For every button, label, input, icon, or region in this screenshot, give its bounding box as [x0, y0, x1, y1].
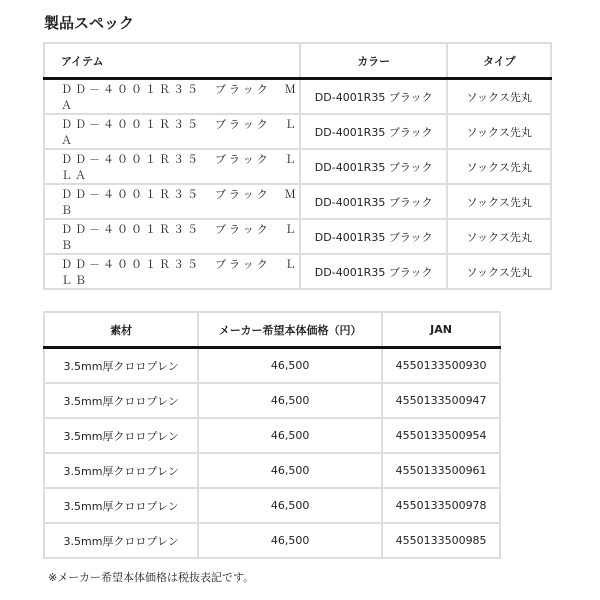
jan-cell: 4550133500985 [382, 523, 500, 558]
material-cell: 3.5mm厚クロロプレン [44, 348, 198, 384]
table-row [44, 383, 500, 418]
price-cell: 46,500 [198, 383, 382, 418]
header-jan: JAN [382, 312, 500, 348]
table-row [44, 348, 500, 384]
item-cell: ＤＤ－４００１Ｒ３５ ブラック ＬＡ [44, 114, 300, 149]
price-note: ※メーカー希望本体価格は税抜表記です。 [48, 571, 255, 584]
type-cell: ソックス先丸 [447, 149, 551, 184]
type-cell: ソックス先丸 [447, 79, 551, 115]
jan-cell: 4550133500954 [382, 418, 500, 453]
color-cell: DD-4001R35 ブラック [300, 184, 448, 219]
item-cell: ＤＤ－４００１Ｒ３５ ブラック ＬＬＢ [44, 254, 300, 289]
table-row [44, 523, 500, 558]
header-type: タイプ [447, 43, 551, 79]
table-row [44, 488, 500, 523]
header-item: アイテム [44, 43, 300, 79]
jan-cell: 4550133500961 [382, 453, 500, 488]
color-cell: DD-4001R35 ブラック [300, 149, 448, 184]
type-cell: ソックス先丸 [447, 254, 551, 289]
jan-cell: 4550133500978 [382, 488, 500, 523]
jan-cell: 4550133500947 [382, 383, 500, 418]
color-cell: DD-4001R35 ブラック [300, 114, 448, 149]
price-cell: 46,500 [198, 418, 382, 453]
price-cell: 46,500 [198, 348, 382, 384]
table-row [44, 149, 551, 184]
table-row [44, 114, 551, 149]
price-cell: 46,500 [198, 453, 382, 488]
type-cell: ソックス先丸 [447, 219, 551, 254]
type-cell: ソックス先丸 [447, 114, 551, 149]
color-cell: DD-4001R35 ブラック [300, 79, 448, 115]
header-price: メーカー希望本体価格（円） [198, 312, 382, 348]
item-cell: ＤＤ－４００１Ｒ３５ ブラック ＬＢ [44, 219, 300, 254]
item-cell: ＤＤ－４００１Ｒ３５ ブラック ＭＡ [44, 79, 300, 115]
material-cell: 3.5mm厚クロロプレン [44, 488, 198, 523]
table-row [44, 254, 551, 289]
material-cell: 3.5mm厚クロロプレン [44, 453, 198, 488]
type-cell: ソックス先丸 [447, 184, 551, 219]
spec-table-items [43, 42, 552, 290]
material-cell: 3.5mm厚クロロプレン [44, 383, 198, 418]
price-cell: 46,500 [198, 488, 382, 523]
table-row [44, 418, 500, 453]
material-cell: 3.5mm厚クロロプレン [44, 523, 198, 558]
item-cell: ＤＤ－４００１Ｒ３５ ブラック ＬＬＡ [44, 149, 300, 184]
page-title: 製品スペック [44, 14, 135, 32]
color-cell: DD-4001R35 ブラック [300, 219, 448, 254]
spec-table-prices [43, 311, 501, 559]
header-material: 素材 [44, 312, 198, 348]
color-cell: DD-4001R35 ブラック [300, 254, 448, 289]
table-row [44, 79, 551, 115]
item-cell: ＤＤ－４００１Ｒ３５ ブラック ＭＢ [44, 184, 300, 219]
table-row [44, 219, 551, 254]
material-cell: 3.5mm厚クロロプレン [44, 418, 198, 453]
table-row [44, 184, 551, 219]
jan-cell: 4550133500930 [382, 348, 500, 384]
header-color: カラー [300, 43, 448, 79]
table-row [44, 453, 500, 488]
price-cell: 46,500 [198, 523, 382, 558]
